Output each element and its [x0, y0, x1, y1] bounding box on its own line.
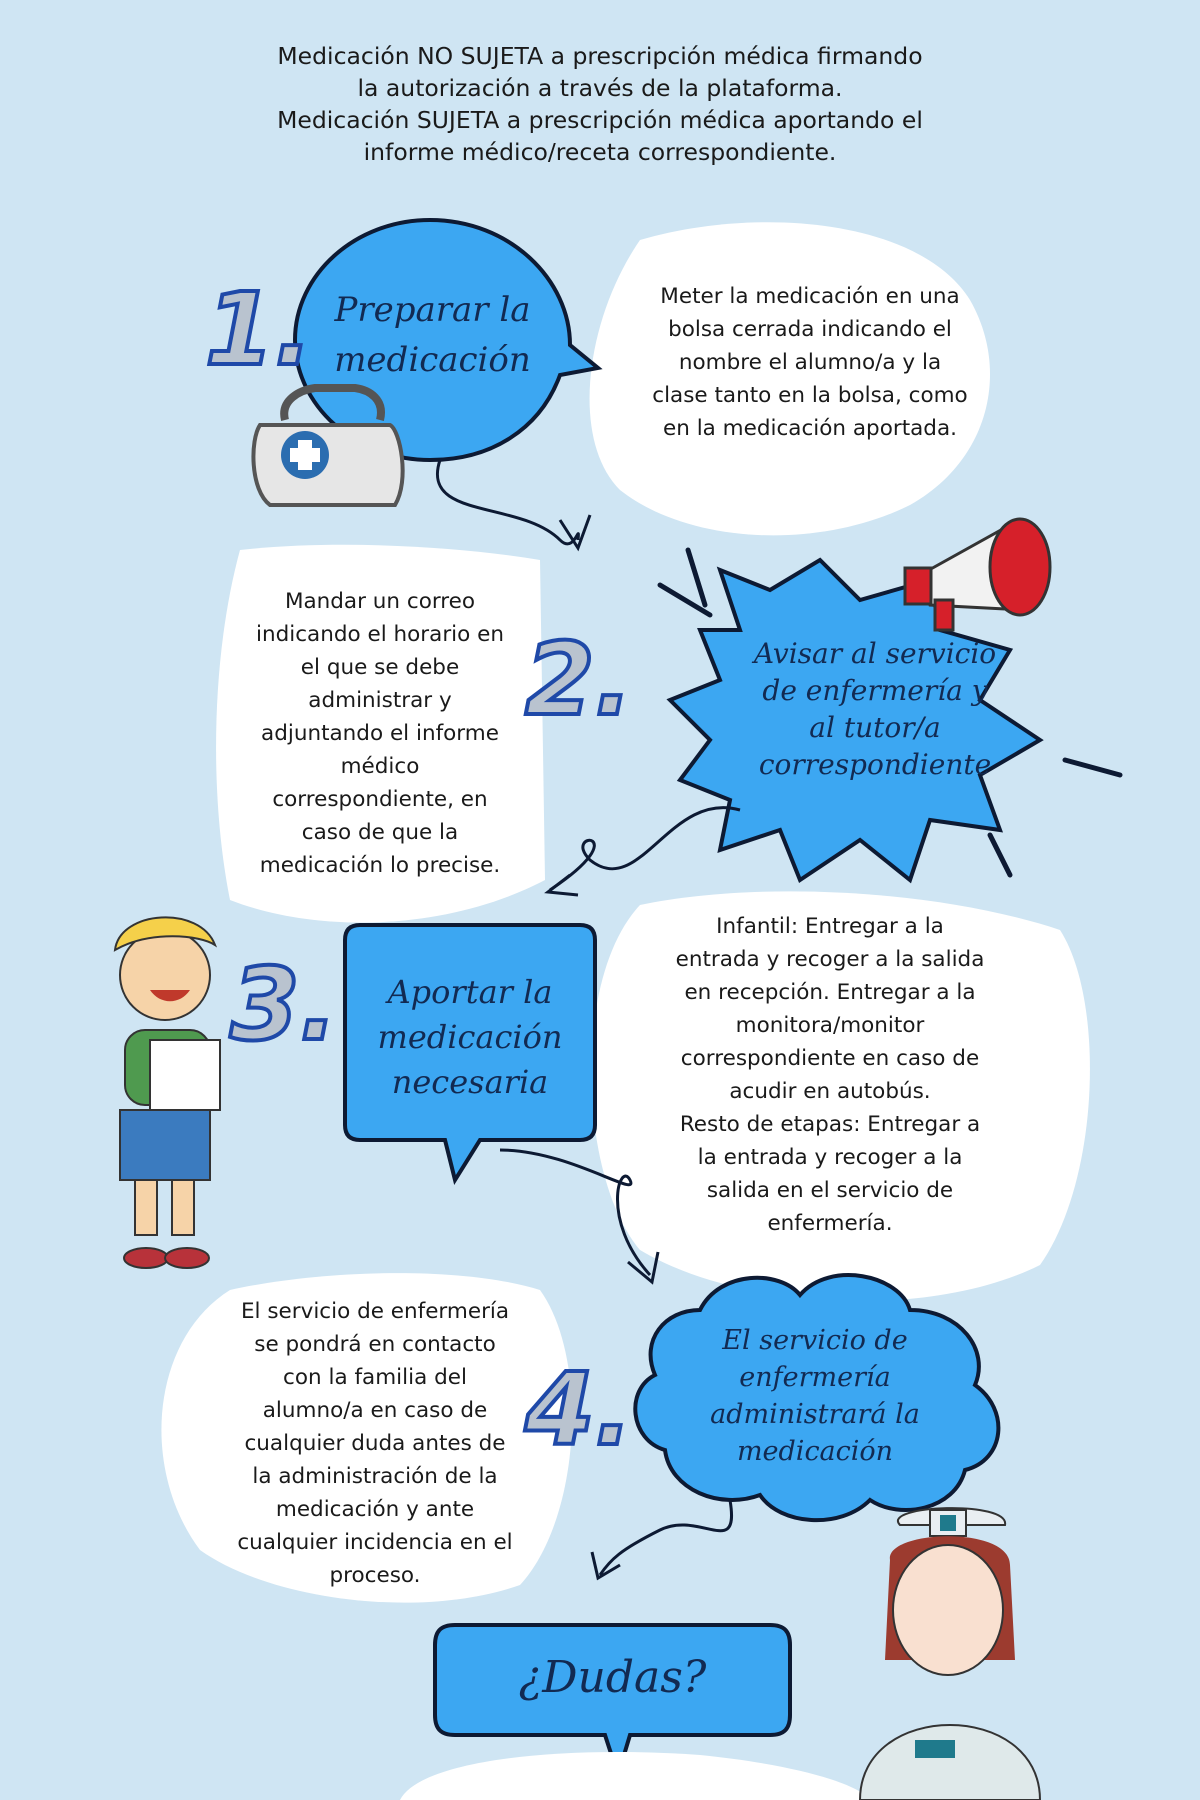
step1-description — [620, 280, 1000, 445]
text-line: alumno/a en caso de — [262, 1398, 488, 1423]
text-line: Infantil: Entregar a la — [716, 914, 944, 939]
arrow-2 — [550, 808, 740, 890]
text-line: clase tanto en la bolsa, como — [652, 383, 968, 408]
intro-line: la autorización a través de la plataforma. — [357, 74, 843, 102]
boy-with-paper-illustration — [115, 917, 220, 1268]
text-line: enfermería. — [767, 1211, 893, 1236]
text-line: monitora/monitor — [735, 1013, 925, 1038]
text-line: se pondrá en contacto — [254, 1332, 496, 1357]
text-line: la entrada y recoger a la — [697, 1145, 963, 1170]
text-line: bolsa cerrada indicando el — [668, 317, 952, 342]
step1-title-line: Preparar la — [334, 290, 531, 330]
step3-title — [350, 970, 590, 1105]
text-line: el que se debe — [300, 655, 460, 680]
step4-title — [665, 1322, 965, 1470]
step2-title-line: de enfermería y — [762, 674, 988, 707]
text-line: indicando el horario en — [256, 622, 504, 647]
step3-description — [640, 910, 1020, 1240]
text-line: cualquier duda antes de — [244, 1431, 506, 1456]
text-line: cualquier incidencia en el — [237, 1530, 513, 1555]
step3-title-line: necesaria — [391, 1063, 549, 1101]
step-number-4: 4. — [525, 1351, 633, 1468]
text-line: nombre el alumno/a y la — [678, 350, 942, 375]
step2-title-line: correspondiente — [758, 748, 992, 781]
text-line: entrada y recoger a la salida — [675, 947, 985, 972]
intro-line: informe médico/receta correspondiente. — [363, 138, 837, 166]
step3-title-line: Aportar la — [387, 973, 553, 1011]
text-line: correspondiente en caso de — [680, 1046, 980, 1071]
text-line: Meter la medicación en una — [660, 284, 960, 309]
text-line: con la familia del — [283, 1365, 467, 1390]
step4-title-line: medicación — [736, 1436, 894, 1467]
text-line: medicación y ante — [275, 1497, 475, 1522]
step2-title — [725, 635, 1025, 783]
step4-title-line: administrará la — [710, 1399, 920, 1430]
text-line: Resto de etapas: Entregar a — [679, 1112, 981, 1137]
arrow-1 — [437, 460, 578, 544]
text-line: médico — [340, 754, 420, 779]
bottom-blob — [400, 1752, 870, 1800]
text-line: El servicio de enfermería — [240, 1299, 510, 1324]
step-number-3: 3. — [230, 946, 338, 1063]
text-line: acudir en autobús. — [729, 1079, 931, 1104]
text-line: correspondiente, en — [272, 787, 488, 812]
dudas-label[interactable]: ¿Dudas? — [518, 1652, 707, 1703]
text-line: adjuntando el informe — [261, 721, 499, 746]
step4-description — [200, 1295, 550, 1592]
text-line: medicación lo precise. — [259, 853, 501, 878]
arrow-4 — [600, 1500, 732, 1575]
text-line: Mandar un correo — [284, 589, 476, 614]
step2-description — [230, 585, 530, 882]
step4-title-line: El servicio de — [722, 1325, 908, 1356]
text-line: en la medicación aportada. — [663, 416, 957, 441]
text-line: administrar y — [308, 688, 452, 713]
text-line: caso de que la — [301, 820, 459, 845]
text-line: salida en el servicio de — [706, 1178, 954, 1203]
step2-title-line: al tutor/a — [809, 711, 941, 744]
text-line: en recepción. Entregar a la — [684, 980, 976, 1005]
step2-title-line: Avisar al servicio — [753, 637, 997, 670]
text-line: proceso. — [329, 1563, 421, 1588]
step4-title-line: enfermería — [739, 1362, 891, 1393]
step-number-1: 1. — [205, 271, 313, 388]
step1-title-line: medicación — [334, 340, 531, 380]
nurse-illustration — [860, 1508, 1040, 1800]
intro-line: Medicación SUJETA a prescripción médica aportando el — [277, 106, 923, 134]
text-line: la administración de la — [252, 1464, 498, 1489]
step3-title-line: medicación — [377, 1018, 563, 1056]
intro-line: Medicación NO SUJETA a prescripción médica firmando — [277, 42, 923, 70]
step1-title — [305, 285, 560, 385]
step-number-2: 2. — [525, 621, 633, 738]
